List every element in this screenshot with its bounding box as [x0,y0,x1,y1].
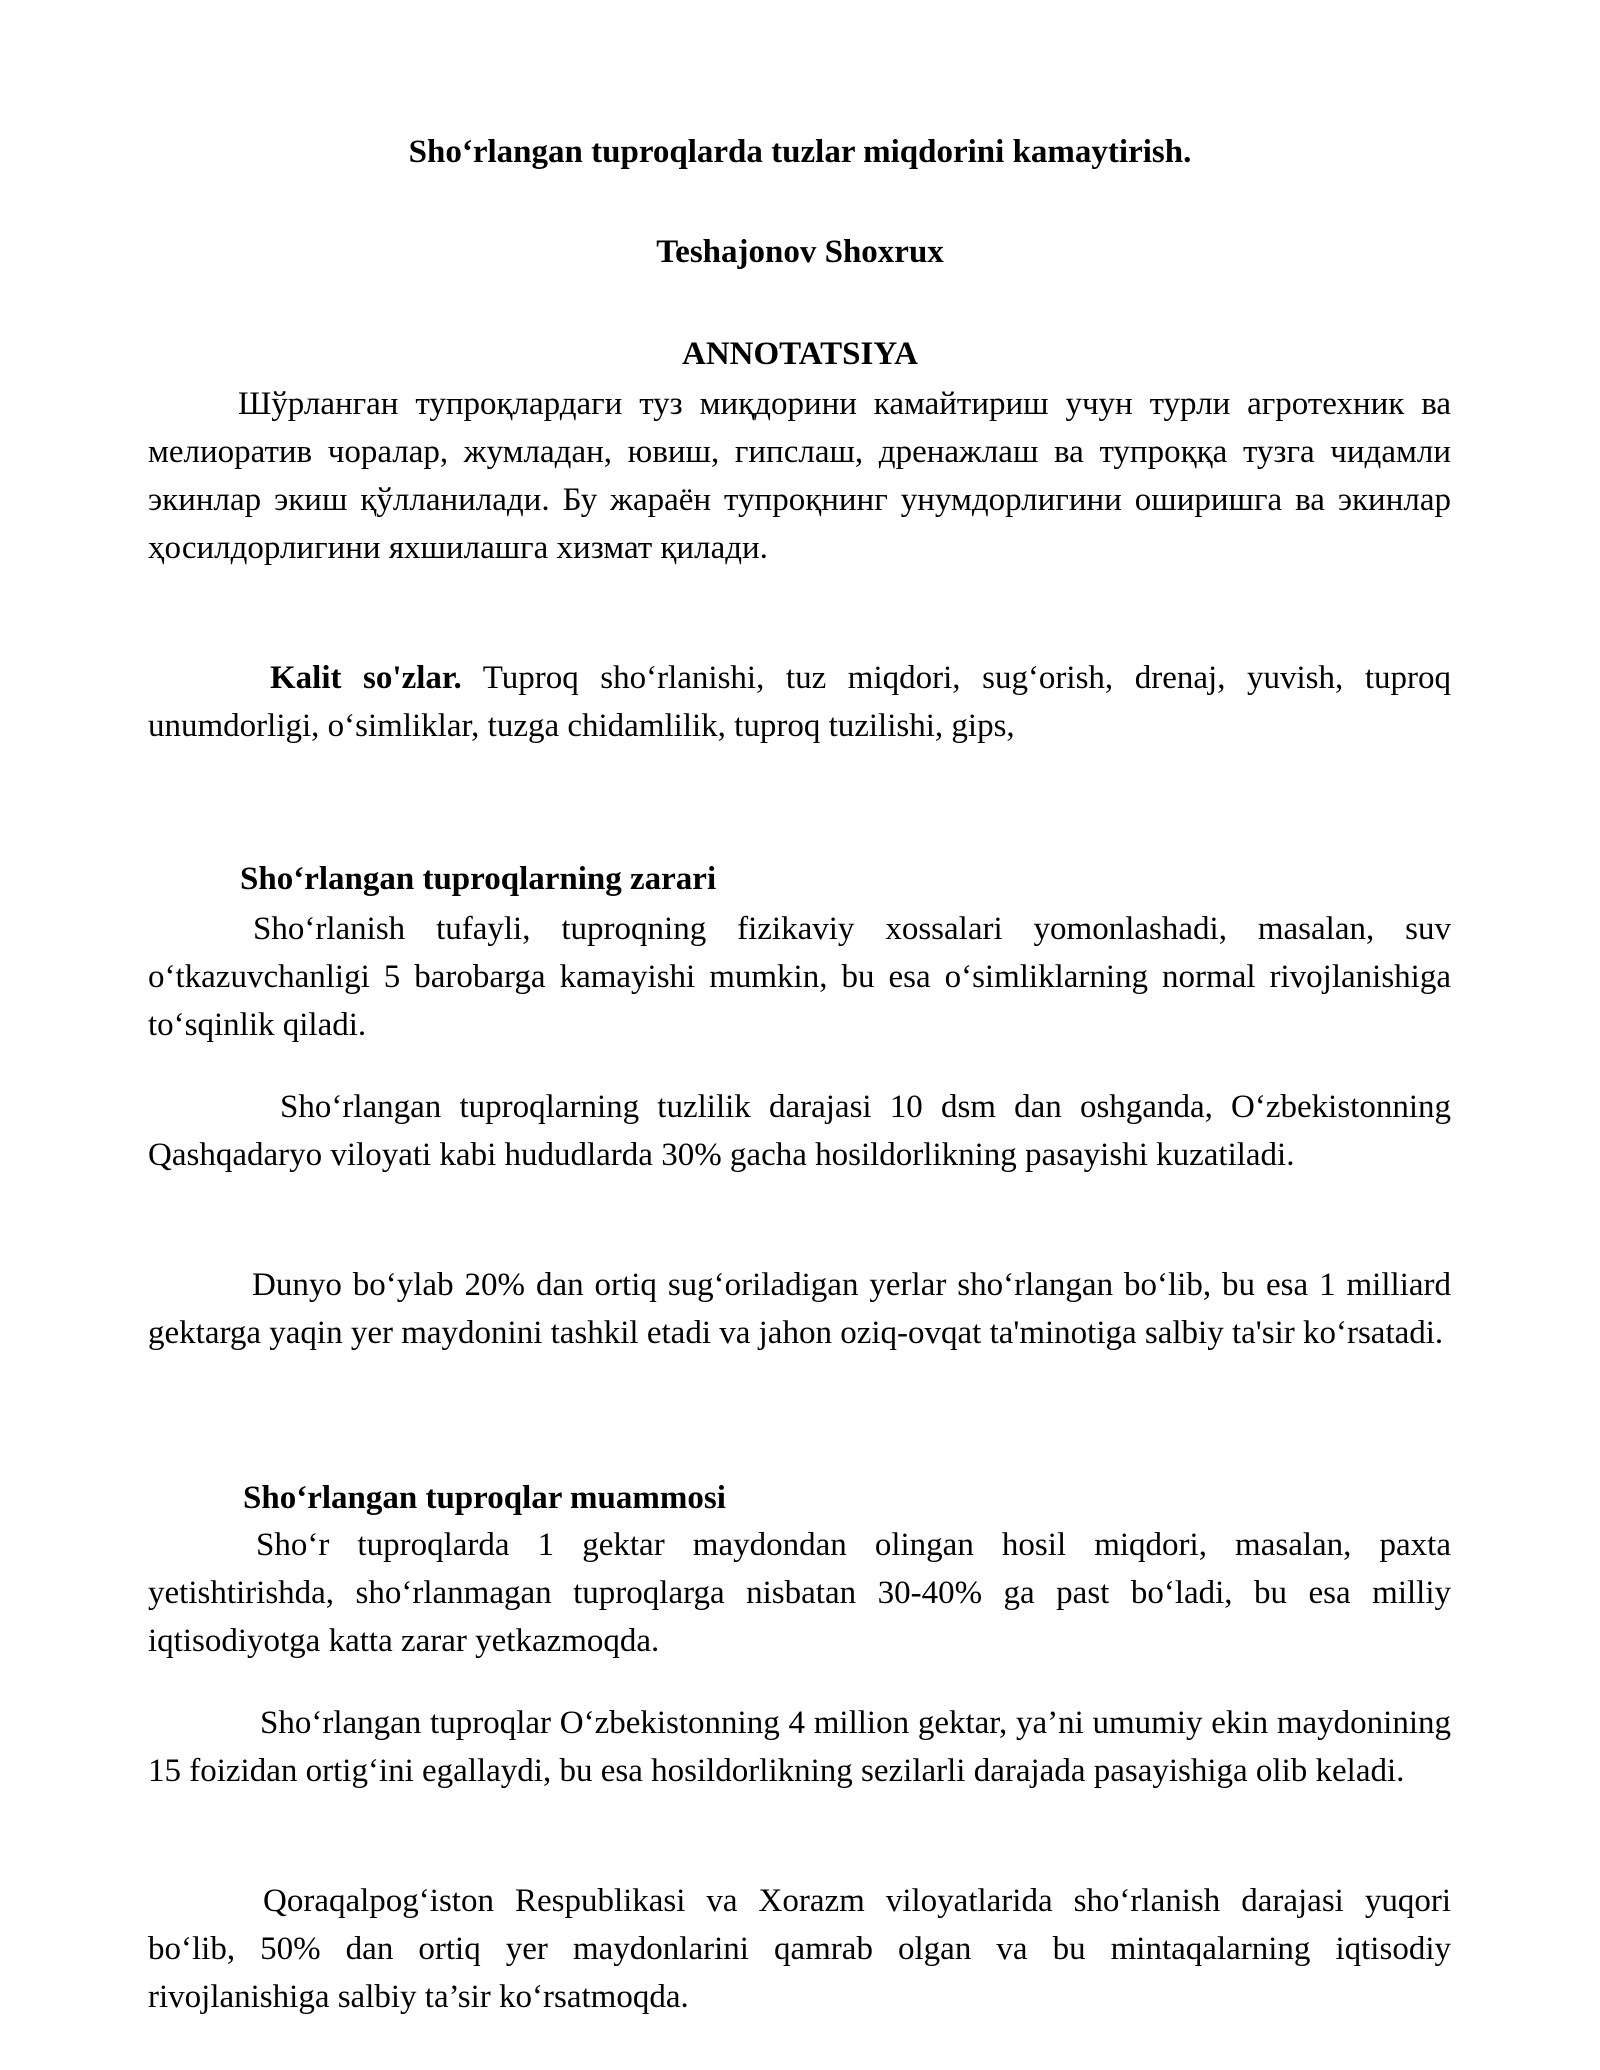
paragraph-text: Sho‘rlanish tufayli, tuproqning fizikaviy xossalari yomonlashadi, masalan, suv o‘tkazuvchanligi 5 barobarga kamayishi mumkin, bu esa o‘simliklarning normal rivojlanishiga to‘sqinlik qiladi. [148,911,1451,1043]
paragraph-text: Dunyo bo‘ylab 20% dan ortiq sug‘oriladigan yerlar sho‘rlangan bo‘lib, bu esa 1 milliard gektarga yaqin yer maydonini tashkil etadi va jahon oziq-ovqat ta'minotiga salbiy ta'sir ko‘rsatadi. [148,1267,1451,1351]
keywords-label: Kalit so'zlar. [270,660,462,696]
section-heading-zarari: Sho‘rlangan tuproqlarning zarari [240,861,717,897]
section-heading-muammosi: Sho‘rlangan tuproqlar muammosi [243,1480,726,1516]
section2-paragraph-1 [148,1521,1451,1665]
document-title: Sho‘rlangan tuproqlarda tuzlar miqdorini kamaytirish. [408,134,1192,170]
section1-paragraph-2 [148,1083,1451,1179]
annotation-heading: ANNOTATSIYA [682,336,918,372]
section1-paragraph-1 [148,905,1451,1049]
paragraph-text: Qoraqalpog‘iston Respublikasi va Xorazm viloyatlarida sho‘rlanish darajasi yuqori bo‘lib, 50% dan ortiq yer maydonlarini qamrab olgan va bu mintaqalarning iqtisodiy rivojlanishiga salbiy ta’sir ko‘rsatmoqda. [148,1883,1451,2015]
annotation-text: Шўрланган тупроқлардаги туз миқдорини камайтириш учун турли агротехник ва мелиоратив чоралар, жумладан, ювиш, гипслаш, дренажлаш ва тупроққа тузга чидамли экинлар экиш қўлланилади. Бу жараён тупроқнинг унумдорлигини оширишга ва экинлар ҳосилдорлигини яхшилашга хизмат қилади. [148,386,1451,566]
annotation-paragraph [148,380,1451,572]
paragraph-text: Sho‘rlangan tuproqlarning tuzlilik darajasi 10 dsm dan oshganda, O‘zbekistonning Qashqadaryo viloyati kabi hududlarda 30% gacha hosildorlikning pasayishi kuzatiladi. [148,1089,1451,1173]
paragraph-text: Sho‘rlangan tuproqlar O‘zbekistonning 4 million gektar, ya’ni umumiy ekin maydonining 15 foizidan ortig‘ini egallaydi, bu esa hosildorlikning sezilarli darajada pasayishiga olib keladi. [148,1705,1451,1789]
section1-paragraph-3 [148,1261,1451,1357]
section2-paragraph-2 [148,1699,1451,1795]
author-name: Teshajonov Shoxrux [656,234,944,270]
keywords-paragraph [148,654,1451,750]
paragraph-text: Sho‘r tuproqlarda 1 gektar maydondan olingan hosil miqdori, masalan, paxta yetishtirishda, sho‘rlanmagan tuproqlarga nisbatan 30-40% ga past bo‘ladi, bu esa milliy iqtisodiyotga katta zarar yetkazmoqda. [148,1527,1451,1659]
keywords-text: Tuproq sho‘rlanishi, tuz miqdori, sug‘orish, drenaj, yuvish, tuproq unumdorligi, o‘simliklar, tuzga chidamlilik, tuproq tuzilishi, gips, [148,660,1451,744]
section2-paragraph-3 [148,1877,1451,2021]
